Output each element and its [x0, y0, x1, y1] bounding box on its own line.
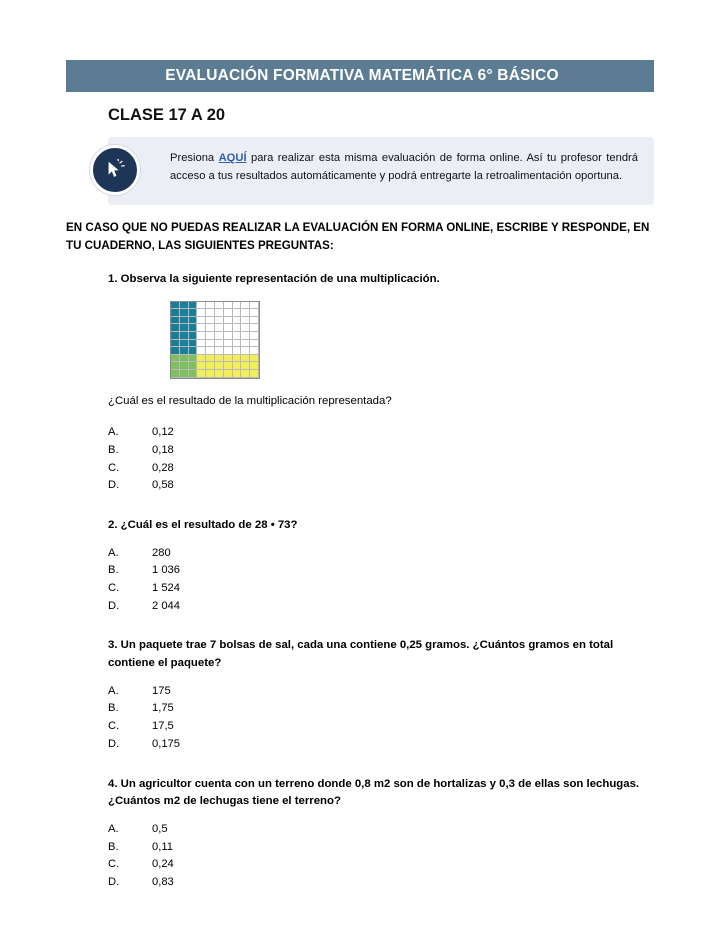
grid-cell [189, 347, 198, 355]
grid-cell [233, 340, 242, 348]
grid-cell [171, 332, 180, 340]
grid-cell [197, 332, 206, 340]
grid-cell [206, 332, 215, 340]
callout-text-after: para realizar esta misma evaluación de forma online. Así tu profesor tendrá acceso a tus resultados automáticamente y podrá entregarte la retroalimentación oportuna. [170, 152, 638, 183]
option-letter: C. [108, 720, 120, 733]
option-letter: A. [108, 426, 119, 439]
question-3-text: 3. Un paquete trae 7 bolsas de sal, cada una contiene 0,25 gramos. ¿Cuántos gramos en total contiene el paquete? [108, 639, 614, 670]
intro-paragraph: EN CASO QUE NO PUEDAS REALIZAR LA EVALUACIÓN EN FORMA ONLINE, ESCRIBE Y RESPONDE, EN TU CUADERNO, LAS SIGUIENTES PREGUNTAS: [66, 221, 650, 252]
grid-cell [250, 332, 259, 340]
grid-cell [171, 317, 180, 325]
grid-cell [180, 332, 189, 340]
grid-cell [206, 347, 215, 355]
grid-cell [241, 324, 250, 332]
callout-text-before: Presiona [170, 152, 219, 164]
question-3-options [108, 683, 654, 754]
grid-cell [206, 362, 215, 370]
grid-cell [250, 309, 259, 317]
grid-cell [250, 302, 259, 310]
grid-cell [197, 340, 206, 348]
grid-cell [250, 324, 259, 332]
option-letter: B. [108, 840, 119, 853]
grid-cell [180, 317, 189, 325]
option-row[interactable] [108, 562, 654, 580]
option-letter: A. [108, 822, 119, 835]
grid-cell [215, 340, 224, 348]
option-row[interactable] [108, 477, 654, 495]
question-1-text: 1. Observa la siguiente representación de una multiplicación. [108, 272, 440, 285]
option-letter: B. [108, 564, 119, 577]
grid-cell [189, 340, 198, 348]
option-row[interactable] [108, 700, 654, 718]
grid-cell [215, 370, 224, 378]
grid-cell [206, 340, 215, 348]
grid-cell [189, 302, 198, 310]
grid-cell [215, 347, 224, 355]
question-2 [108, 517, 654, 615]
grid-cell [224, 347, 233, 355]
question-3 [108, 637, 654, 753]
header-banner [66, 60, 654, 92]
grid-cell [224, 362, 233, 370]
grid-cell [250, 317, 259, 325]
grid-cell [224, 340, 233, 348]
option-row[interactable] [108, 736, 654, 754]
option-row[interactable] [108, 821, 654, 839]
grid-cell [189, 317, 198, 325]
grid-cell [189, 324, 198, 332]
grid-cell [180, 370, 189, 378]
question-4-text: 4. Un agricultor cuenta con un terreno donde 0,8 m2 son de hortalizas y 0,3 de ellas son lechugas. ¿Cuántos m2 de lechugas tiene el terreno? [108, 777, 640, 808]
option-value: 175 [152, 684, 171, 697]
grid-cell [215, 332, 224, 340]
option-row[interactable] [108, 580, 654, 598]
option-value: 280 [152, 546, 171, 559]
option-letter: B. [108, 443, 119, 456]
grid-10x10 [170, 301, 260, 379]
question-2-options [108, 545, 654, 616]
grid-cell [171, 309, 180, 317]
grid-cell [224, 332, 233, 340]
grid-cell [197, 324, 206, 332]
grid-cell [206, 302, 215, 310]
option-value: 0,83 [152, 875, 174, 888]
option-row[interactable] [108, 442, 654, 460]
grid-cell [171, 362, 180, 370]
option-value: 0,12 [152, 426, 174, 439]
question-4 [108, 776, 654, 892]
grid-cell [197, 302, 206, 310]
grid-cell [180, 302, 189, 310]
option-row[interactable] [108, 718, 654, 736]
grid-cell [241, 340, 250, 348]
grid-cell [215, 362, 224, 370]
grid-cell [215, 355, 224, 363]
option-letter: C. [108, 461, 120, 474]
option-value: 0,24 [152, 858, 174, 871]
multiplication-grid-figure [170, 301, 654, 379]
grid-cell [224, 317, 233, 325]
grid-cell [215, 317, 224, 325]
option-row[interactable] [108, 424, 654, 442]
grid-cell [206, 370, 215, 378]
option-row[interactable] [108, 874, 654, 892]
option-value: 0,28 [152, 461, 174, 474]
grid-cell [224, 370, 233, 378]
grid-cell [171, 324, 180, 332]
grid-cell [180, 309, 189, 317]
grid-cell [215, 324, 224, 332]
grid-cell [250, 355, 259, 363]
grid-cell [206, 317, 215, 325]
option-letter: D. [108, 875, 120, 888]
grid-cell [233, 317, 242, 325]
grid-cell [171, 347, 180, 355]
option-letter: B. [108, 702, 119, 715]
question-1-options [108, 424, 654, 495]
grid-cell [233, 309, 242, 317]
grid-cell [233, 355, 242, 363]
page-title: EVALUACIÓN FORMATIVA MATEMÁTICA 6° BÁSICO [92, 60, 654, 92]
option-value: 0,58 [152, 479, 174, 492]
option-letter: A. [108, 546, 119, 559]
option-value: 1,75 [152, 702, 174, 715]
grid-cell [215, 309, 224, 317]
grid-cell [180, 347, 189, 355]
grid-cell [180, 362, 189, 370]
grid-cell [189, 370, 198, 378]
online-evaluation-callout [108, 137, 654, 205]
grid-cell [241, 347, 250, 355]
grid-cell [224, 355, 233, 363]
grid-cell [224, 302, 233, 310]
grid-cell [224, 309, 233, 317]
option-value: 1 036 [152, 564, 180, 577]
option-letter: D. [108, 737, 120, 750]
option-value: 17,5 [152, 720, 174, 733]
grid-cell [171, 355, 180, 363]
grid-cell [250, 362, 259, 370]
grid-cell [206, 309, 215, 317]
option-value: 0,18 [152, 443, 174, 456]
grid-cell [189, 362, 198, 370]
option-row[interactable] [108, 683, 654, 701]
option-row[interactable] [108, 545, 654, 563]
option-letter: C. [108, 858, 120, 871]
grid-cell [197, 355, 206, 363]
grid-cell [197, 317, 206, 325]
option-value: 1 524 [152, 582, 180, 595]
grid-cell [250, 370, 259, 378]
grid-cell [233, 347, 242, 355]
question-2-text: 2. ¿Cuál es el resultado de 28 • 73? [108, 519, 298, 532]
grid-cell [241, 302, 250, 310]
grid-cell [197, 362, 206, 370]
grid-cell [233, 362, 242, 370]
grid-cell [197, 309, 206, 317]
option-row[interactable] [108, 856, 654, 874]
option-row[interactable] [108, 460, 654, 478]
grid-cell [206, 324, 215, 332]
grid-cell [241, 362, 250, 370]
callout-text [170, 149, 638, 186]
question-1-subtext: ¿Cuál es el resultado de la multiplicación representada? [108, 394, 392, 407]
grid-cell [241, 309, 250, 317]
grid-cell [189, 355, 198, 363]
option-value: 0,11 [152, 840, 173, 853]
grid-cell [250, 347, 259, 355]
grid-cell [233, 324, 242, 332]
option-letter: D. [108, 479, 120, 492]
grid-cell [197, 347, 206, 355]
grid-cell [233, 332, 242, 340]
question-1 [108, 271, 654, 495]
option-letter: D. [108, 599, 120, 612]
grid-cell [215, 302, 224, 310]
grid-cell [180, 355, 189, 363]
option-value: 2 044 [152, 599, 180, 612]
option-value: 0,175 [152, 737, 180, 750]
grid-cell [241, 332, 250, 340]
question-4-options [108, 821, 654, 892]
grid-cell [189, 309, 198, 317]
banner-left-block [66, 60, 92, 92]
option-row[interactable] [108, 598, 654, 616]
grid-cell [171, 302, 180, 310]
grid-cell [250, 340, 259, 348]
grid-cell [241, 370, 250, 378]
grid-cell [233, 302, 242, 310]
option-row[interactable] [108, 839, 654, 857]
grid-cell [206, 355, 215, 363]
option-letter: A. [108, 684, 119, 697]
grid-cell [180, 340, 189, 348]
clase-title: CLASE 17 A 20 [108, 106, 226, 124]
grid-cell [241, 355, 250, 363]
option-value: 0,5 [152, 822, 168, 835]
grid-cell [189, 332, 198, 340]
grid-cell [171, 370, 180, 378]
grid-cell [233, 370, 242, 378]
grid-cell [224, 324, 233, 332]
option-letter: C. [108, 582, 120, 595]
grid-cell [171, 340, 180, 348]
cursor-click-icon [90, 145, 140, 195]
grid-cell [241, 317, 250, 325]
grid-cell [197, 370, 206, 378]
aqui-link[interactable]: AQUÍ [218, 152, 247, 164]
grid-cell [180, 324, 189, 332]
